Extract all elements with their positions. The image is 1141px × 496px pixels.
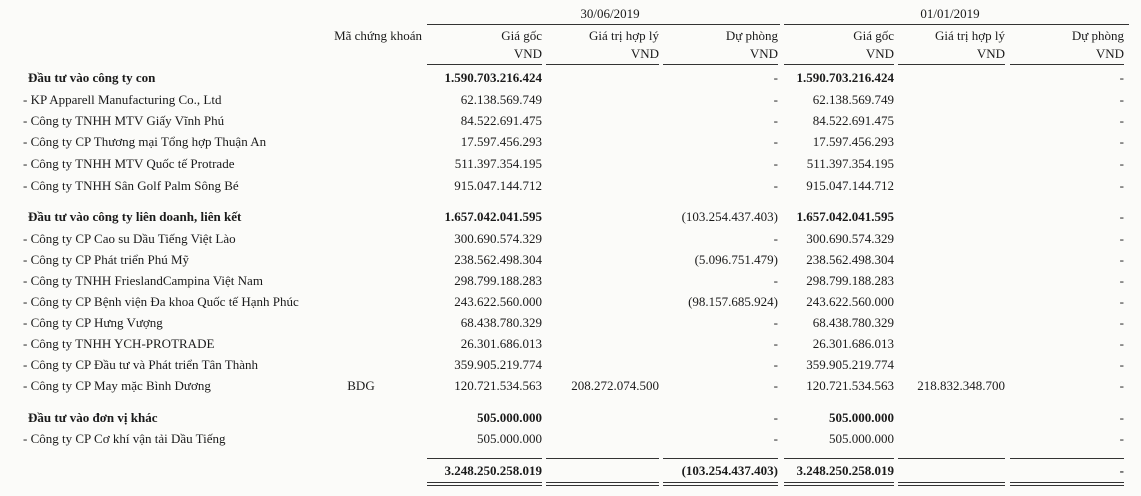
row-label: - Công ty CP Đầu tư và Phát triển Tân Thành bbox=[23, 357, 259, 372]
cost-1-cell: 238.562.498.304 bbox=[454, 252, 542, 267]
period-1-header: 30/06/2019 bbox=[580, 6, 640, 21]
row-label: - Công ty CP Thương mại Tổng hợp Thuận An bbox=[23, 134, 267, 149]
col-prov-header-1: Dự phòng bbox=[725, 28, 778, 43]
total-double-rule-4 bbox=[784, 482, 894, 486]
provision-1-cell: - bbox=[773, 378, 778, 393]
period-2-rule bbox=[784, 24, 1129, 25]
total-double-rule-1 bbox=[427, 482, 542, 486]
group-label: Đầu tư vào công ty con bbox=[28, 70, 156, 85]
col-cost-header-1: Giá gốc bbox=[501, 28, 542, 43]
cost-2-cell: 300.690.574.329 bbox=[806, 231, 894, 246]
cost-1-cell: 243.622.560.000 bbox=[454, 294, 542, 309]
cost-1-cell: 511.397.354.195 bbox=[454, 156, 542, 171]
cost-2-cell: 238.562.498.304 bbox=[806, 252, 894, 267]
total-prov-1: (103.254.437.403) bbox=[681, 463, 778, 478]
provision-2-cell: - bbox=[1119, 378, 1124, 393]
provision-1-cell: - bbox=[773, 336, 778, 351]
header-rule-4 bbox=[784, 64, 894, 65]
cost-2-cell: 359.905.219.774 bbox=[806, 357, 894, 372]
cost-1-cell: 359.905.219.774 bbox=[454, 357, 542, 372]
total-cost-1: 3.248.250.258.019 bbox=[444, 463, 542, 478]
cost-2-cell: 243.622.560.000 bbox=[806, 294, 894, 309]
provision-2-cell: - bbox=[1119, 70, 1124, 85]
cost-1-cell: 915.047.144.712 bbox=[454, 178, 542, 193]
cost-2-cell: 915.047.144.712 bbox=[806, 178, 894, 193]
cost-1-cell: 84.522.691.475 bbox=[460, 113, 542, 128]
cost-1-cell: 505.000.000 bbox=[477, 431, 542, 446]
cost-2-cell: 62.138.569.749 bbox=[812, 92, 894, 107]
total-prov-2: - bbox=[1119, 463, 1124, 478]
provision-1-cell: - bbox=[773, 231, 778, 246]
provision-2-cell: - bbox=[1119, 336, 1124, 351]
header-rule-3 bbox=[663, 64, 778, 65]
cost-1-cell: 26.301.686.013 bbox=[460, 336, 542, 351]
header-rule-5 bbox=[898, 64, 1005, 65]
unit-4: VND bbox=[865, 46, 894, 61]
cost-2-cell: 26.301.686.013 bbox=[812, 336, 894, 351]
total-top-rule-2 bbox=[546, 458, 659, 459]
provision-1-cell: - bbox=[773, 92, 778, 107]
row-label: - Công ty CP Phát triển Phú Mỹ bbox=[23, 252, 190, 267]
cost-1-cell: 68.438.780.329 bbox=[460, 315, 542, 330]
row-label: - Công ty TNHH YCH-PROTRADE bbox=[23, 336, 215, 351]
unit-3: VND bbox=[749, 46, 778, 61]
stock-code-cell: BDG bbox=[347, 378, 375, 393]
provision-1-cell: (5.096.751.479) bbox=[694, 252, 778, 267]
row-label: - KP Apparell Manufacturing Co., Ltd bbox=[23, 92, 222, 107]
provision-2-cell: - bbox=[1119, 315, 1124, 330]
total-top-rule-1 bbox=[427, 458, 542, 459]
header-rule-6 bbox=[1010, 64, 1124, 65]
cost-2-cell: 120.721.534.563 bbox=[806, 378, 894, 393]
cost-2-cell: 505.000.000 bbox=[829, 431, 894, 446]
row-label: - Công ty TNHH MTV Quốc tế Protrade bbox=[23, 156, 235, 171]
cost-2-cell: 298.799.188.283 bbox=[806, 273, 894, 288]
provision-1-cell: (103.254.437.403) bbox=[681, 209, 778, 224]
group-label: Đầu tư vào đơn vị khác bbox=[28, 410, 158, 425]
cost-1-cell: 17.597.456.293 bbox=[460, 134, 542, 149]
provision-2-cell: - bbox=[1119, 410, 1124, 425]
row-label: - Công ty CP Cơ khí vận tải Dầu Tiếng bbox=[23, 431, 226, 446]
provision-2-cell: - bbox=[1119, 431, 1124, 446]
unit-2: VND bbox=[630, 46, 659, 61]
row-label: - Công ty TNHH MTV Giấy Vĩnh Phú bbox=[23, 113, 225, 128]
col-code-header: Mã chứng khoán bbox=[334, 28, 422, 43]
provision-1-cell: - bbox=[773, 431, 778, 446]
provision-2-cell: - bbox=[1119, 92, 1124, 107]
cost-1-cell: 1.590.703.216.424 bbox=[444, 70, 542, 85]
total-top-rule-4 bbox=[784, 458, 894, 459]
provision-1-cell: - bbox=[773, 70, 778, 85]
cost-1-cell: 300.690.574.329 bbox=[454, 231, 542, 246]
provision-2-cell: - bbox=[1119, 134, 1124, 149]
cost-1-cell: 62.138.569.749 bbox=[460, 92, 542, 107]
total-double-rule-2 bbox=[546, 482, 659, 486]
unit-5: VND bbox=[976, 46, 1005, 61]
cost-2-cell: 1.590.703.216.424 bbox=[796, 70, 894, 85]
row-label: - Công ty CP Bệnh viện Đa khoa Quốc tế Hạnh Phúc bbox=[23, 294, 299, 309]
provision-2-cell: - bbox=[1119, 231, 1124, 246]
provision-2-cell: - bbox=[1119, 156, 1124, 171]
provision-2-cell: - bbox=[1119, 294, 1124, 309]
cost-1-cell: 298.799.188.283 bbox=[454, 273, 542, 288]
header-rule-2 bbox=[546, 64, 659, 65]
row-label: - Công ty CP Hưng Vượng bbox=[23, 315, 163, 330]
total-top-rule-3 bbox=[663, 458, 778, 459]
provision-1-cell: - bbox=[773, 410, 778, 425]
total-double-rule-6 bbox=[1010, 482, 1124, 486]
total-top-rule-6 bbox=[1010, 458, 1124, 459]
group-label: Đầu tư vào công ty liên doanh, liên kết bbox=[28, 209, 242, 224]
fair-value-2-cell: 218.832.348.700 bbox=[917, 378, 1005, 393]
total-top-rule-5 bbox=[898, 458, 1005, 459]
cost-1-cell: 1.657.042.041.595 bbox=[444, 209, 542, 224]
provision-2-cell: - bbox=[1119, 252, 1124, 267]
unit-6: VND bbox=[1095, 46, 1124, 61]
unit-1: VND bbox=[513, 46, 542, 61]
period-2-header: 01/01/2019 bbox=[920, 6, 980, 21]
provision-1-cell: - bbox=[773, 315, 778, 330]
provision-1-cell: - bbox=[773, 156, 778, 171]
col-fair-header-1: Giá trị hợp lý bbox=[588, 28, 659, 43]
provision-2-cell: - bbox=[1119, 357, 1124, 372]
provision-1-cell: - bbox=[773, 178, 778, 193]
fair-value-1-cell: 208.272.074.500 bbox=[571, 378, 659, 393]
cost-2-cell: 84.522.691.475 bbox=[812, 113, 894, 128]
provision-2-cell: - bbox=[1119, 209, 1124, 224]
period-1-rule bbox=[427, 24, 780, 25]
col-prov-header-2: Dự phòng bbox=[1071, 28, 1124, 43]
cost-1-cell: 505.000.000 bbox=[477, 410, 542, 425]
col-fair-header-2: Giá trị hợp lý bbox=[934, 28, 1005, 43]
cost-2-cell: 68.438.780.329 bbox=[812, 315, 894, 330]
row-label: - Công ty TNHH FrieslandCampina Việt Nam bbox=[23, 273, 263, 288]
provision-1-cell: - bbox=[773, 113, 778, 128]
row-label: - Công ty TNHH Sân Golf Palm Sông Bé bbox=[23, 178, 239, 193]
cost-2-cell: 1.657.042.041.595 bbox=[796, 209, 894, 224]
cost-2-cell: 505.000.000 bbox=[829, 410, 894, 425]
provision-1-cell: - bbox=[773, 357, 778, 372]
provision-2-cell: - bbox=[1119, 178, 1124, 193]
total-double-rule-3 bbox=[663, 482, 778, 486]
row-label: - Công ty CP Cao su Dầu Tiếng Việt Lào bbox=[23, 231, 236, 246]
cost-1-cell: 120.721.534.563 bbox=[454, 378, 542, 393]
row-label: - Công ty CP May mặc Bình Dương bbox=[23, 378, 211, 393]
cost-2-cell: 511.397.354.195 bbox=[806, 156, 894, 171]
provision-1-cell: (98.157.685.924) bbox=[688, 294, 778, 309]
header-rule-1 bbox=[427, 64, 542, 65]
provision-2-cell: - bbox=[1119, 113, 1124, 128]
provision-2-cell: - bbox=[1119, 273, 1124, 288]
col-cost-header-2: Giá gốc bbox=[853, 28, 894, 43]
total-cost-2: 3.248.250.258.019 bbox=[796, 463, 894, 478]
total-double-rule-5 bbox=[898, 482, 1005, 486]
cost-2-cell: 17.597.456.293 bbox=[812, 134, 894, 149]
provision-1-cell: - bbox=[773, 134, 778, 149]
provision-1-cell: - bbox=[773, 273, 778, 288]
